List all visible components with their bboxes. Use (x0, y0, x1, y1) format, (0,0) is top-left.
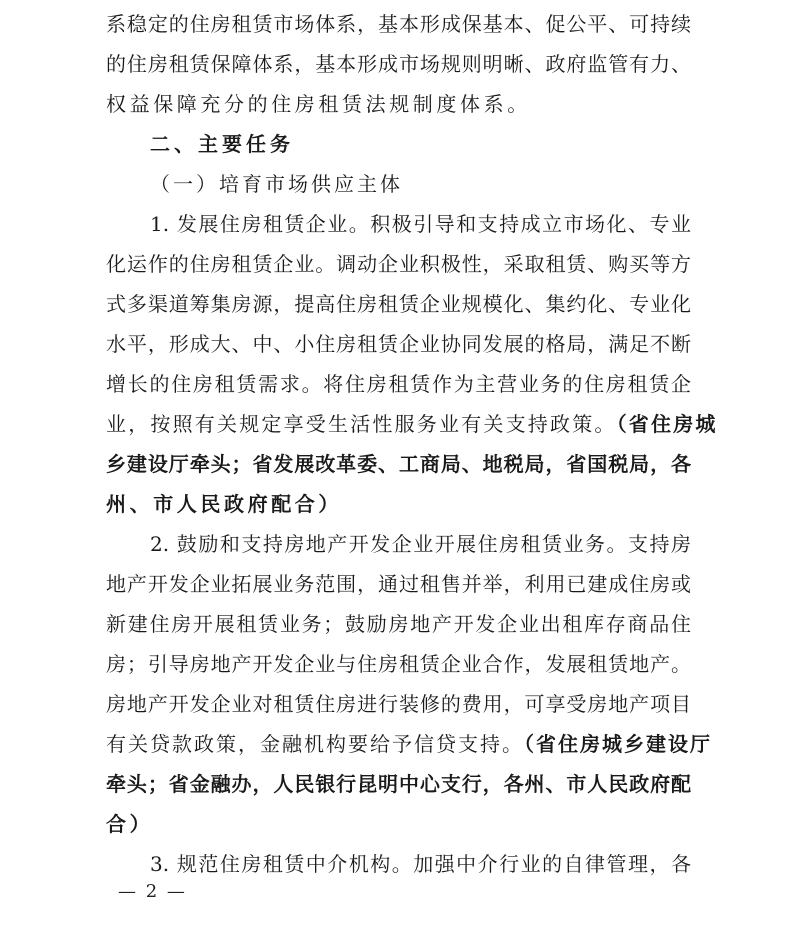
item2-responsible-line: 合） (106, 812, 154, 836)
item1-line: 式多渠道筹集房源，提高住房租赁企业规模化、集约化、专业化 (106, 292, 691, 316)
item2-line (106, 730, 712, 758)
item2-line: 房地产开发企业对租赁住房进行装修的费用，可享受房地产项目 (106, 692, 691, 716)
intro-line: 的住房租赁保障体系，基本形成市场规则明晰、政府监管有力、 (106, 52, 691, 76)
item1-line (106, 410, 718, 438)
page-number: — 2 — (118, 881, 187, 902)
item2-text: 有关贷款政策，金融机构要给予信贷支持。 (106, 732, 524, 756)
item1-line: 增长的住房租赁需求。将住房租赁作为主营业务的住房租赁企 (106, 372, 691, 396)
item2-line: 地产开发企业拓展业务范围，通过租售并举，利用已建成住房或 (106, 572, 691, 596)
item1-line: 化运作的住房租赁企业。调动企业积极性，采取租赁、购买等方 (106, 252, 691, 276)
item2-line: 新建住房开展租赁业务；鼓励房地产开发企业出租库存商品住 (106, 612, 691, 636)
item2-responsible-line: 牵头；省金融办，人民银行昆明中心支行，各州、市人民政府配 (106, 772, 691, 796)
item1-line: 1. 发展住房租赁企业。积极引导和支持成立市场化、专业 (150, 212, 691, 236)
intro-line: 系稳定的住房租赁市场体系，基本形成保基本、促公平、可持续 (106, 12, 691, 36)
item1-line: 水平，形成大、中、小住房租赁企业协同发展的格局，满足不断 (106, 332, 691, 356)
item2-responsible: （省住房城乡建设厅 (524, 732, 712, 756)
item1-responsible-line: 乡建设厅牵头；省发展改革委、工商局、地税局，省国税局，各 (106, 452, 691, 476)
subsection-heading: （一）培育市场供应主体 (150, 172, 403, 196)
section-heading: 二、主要任务 (150, 132, 294, 156)
item1-responsible-line: 州、市人民政府配合） (106, 492, 342, 516)
item1-responsible: （省住房城 (616, 412, 718, 436)
intro-line: 权益保障充分的住房租赁法规制度体系。 (106, 92, 531, 116)
item2-line: 房；引导房地产开发企业与住房租赁企业合作，发展租赁地产。 (106, 652, 691, 676)
item1-text: 业，按照有关规定享受生活性服务业有关支持政策。 (106, 412, 617, 436)
item2-line: 2. 鼓励和支持房地产开发企业开展住房租赁业务。支持房 (150, 532, 691, 556)
item3-line: 3. 规范住房租赁中介机构。加强中介行业的自律管理，各 (150, 852, 691, 876)
